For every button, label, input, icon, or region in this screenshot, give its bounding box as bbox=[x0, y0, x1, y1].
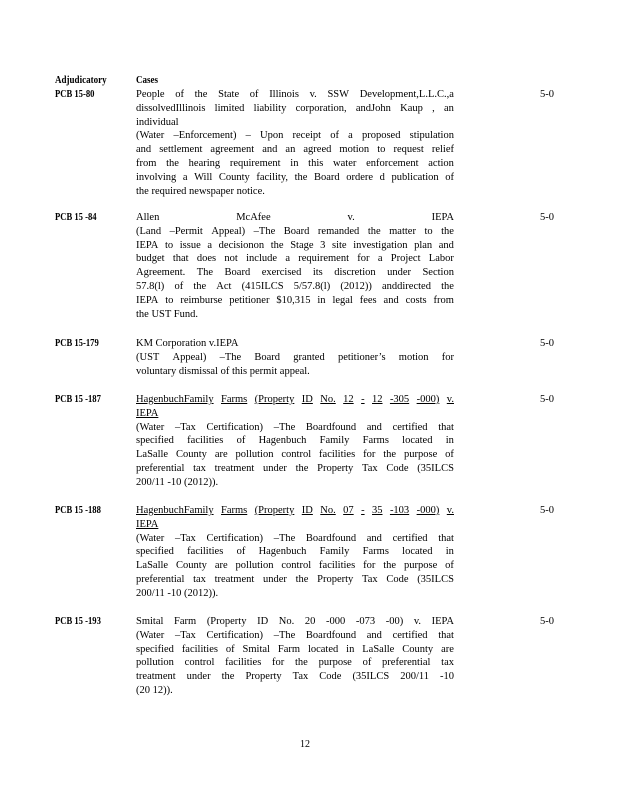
case-text-line: Smital Farm (Property ID No. 20 -000 -073 -00) v. IEPA bbox=[136, 616, 454, 627]
case-description bbox=[136, 615, 454, 698]
case-text-line: (Water –Tax Certification) –The Boardfound and certified that bbox=[136, 629, 454, 641]
case-description bbox=[136, 504, 454, 601]
case-description bbox=[136, 337, 454, 378]
case-text-line: 200/11 -10 (2012)). bbox=[136, 476, 219, 488]
vote-count: 5-0 bbox=[540, 394, 554, 405]
case-number: PCB 15-179 bbox=[55, 338, 99, 349]
case-text-line: voluntary dismissal of this permit appeal. bbox=[136, 365, 310, 377]
case-text-line: dissolvedIllinois limited liability corporation, andJohn Kaup , an bbox=[136, 102, 454, 114]
case-text-line: Allen McAfee v. IEPA bbox=[136, 212, 454, 223]
case-text-line: specified facilities of Hagenbuch Family Farms located in bbox=[136, 546, 454, 558]
vote-count: 5-0 bbox=[540, 338, 554, 349]
case-text-line: (Water –Enforcement) – Upon receipt of a proposed stipulation bbox=[136, 130, 454, 142]
case-text-line: (Water –Tax Certification) –The Boardfound and certified that bbox=[136, 532, 454, 544]
case-text-line: HagenbuchFamily Farms (Property ID No. 12 - 12 -305 -000) v. bbox=[136, 394, 454, 405]
case-text-line: IEPA to reimburse petitioner $10,315 in legal fees and costs from bbox=[136, 294, 454, 306]
case-text-line: budget that does not include a requirement for a Project Labor bbox=[136, 253, 454, 265]
vote-count: 5-0 bbox=[540, 212, 554, 223]
case-text-line: specified facilities of Hagenbuch Family Farms located in bbox=[136, 435, 454, 447]
case-text-line: (20 12)). bbox=[136, 684, 173, 696]
case-text-line: the UST Fund. bbox=[136, 308, 198, 320]
case-description bbox=[136, 211, 454, 321]
case-text-line: IEPA bbox=[136, 518, 159, 530]
page-number: 12 bbox=[300, 739, 310, 750]
case-number: PCB 15 -84 bbox=[55, 212, 97, 223]
case-text-line: involving a Will County facility, the Board ordere d publication of bbox=[136, 171, 454, 183]
case-text-line: individual bbox=[136, 116, 179, 128]
adjudicatory-header: Adjudicatory bbox=[55, 74, 107, 86]
case-text-line: (Land –Permit Appeal) –The Board remanded the matter to the bbox=[136, 225, 454, 237]
vote-count: 5-0 bbox=[540, 89, 554, 100]
vote-count: 5-0 bbox=[540, 616, 554, 627]
cases-header: Cases bbox=[136, 74, 159, 86]
case-number: PCB 15 -187 bbox=[55, 394, 101, 405]
case-text-line: preferential tax treatment under the Property Tax Code (35ILCS bbox=[136, 462, 454, 474]
case-text-line: LaSalle County are pollution control facilities for the purpose of bbox=[136, 560, 454, 572]
case-text-line: 57.8(l) of the Act (415ILCS 5/57.8(l) (2012)) anddirected the bbox=[136, 280, 454, 292]
case-text-line: IEPA to issue a decisionon the Stage 3 site investigation plan and bbox=[136, 239, 454, 251]
case-text-line: LaSalle County are pollution control facilities for the purpose of bbox=[136, 449, 454, 461]
case-text-line: treatment under the Property Tax Code (35ILCS 200/11 -10 bbox=[136, 671, 454, 683]
case-text-line: specified facilities of Smital Farm located in LaSalle County are bbox=[136, 643, 454, 655]
case-text-line: HagenbuchFamily Farms (Property ID No. 07 - 35 -103 -000) v. bbox=[136, 505, 454, 516]
vote-count: 5-0 bbox=[540, 505, 554, 516]
case-text-line: pollution control facilities for the purpose of preferential tax bbox=[136, 657, 454, 669]
case-text-line: People of the State of Illinois v. SSW Development,L.L.C.,a bbox=[136, 89, 454, 100]
case-text-line: the required newspaper notice. bbox=[136, 185, 265, 197]
case-text-line: Agreement. The Board exercised its discretion under Section bbox=[136, 267, 454, 279]
case-number: PCB 15 -193 bbox=[55, 616, 101, 627]
case-text-line: and settlement agreement and an agreed motion to request relief bbox=[136, 144, 454, 156]
case-description bbox=[136, 393, 454, 490]
case-number: PCB 15 -188 bbox=[55, 505, 101, 516]
case-text-line: (Water –Tax Certification) –The Boardfound and certified that bbox=[136, 421, 454, 433]
case-text-line: IEPA bbox=[136, 407, 159, 419]
case-text-line: from the hearing requirement in this water enforcement action bbox=[136, 157, 454, 169]
case-text-line: preferential tax treatment under the Property Tax Code (35ILCS bbox=[136, 573, 454, 585]
case-number: PCB 15-80 bbox=[55, 89, 95, 100]
case-description bbox=[136, 88, 454, 198]
case-text-line: (UST Appeal) –The Board granted petitioner’s motion for bbox=[136, 351, 454, 363]
case-text-line: 200/11 -10 (2012)). bbox=[136, 587, 219, 599]
case-text-line: KM Corporation v.IEPA bbox=[136, 338, 239, 349]
